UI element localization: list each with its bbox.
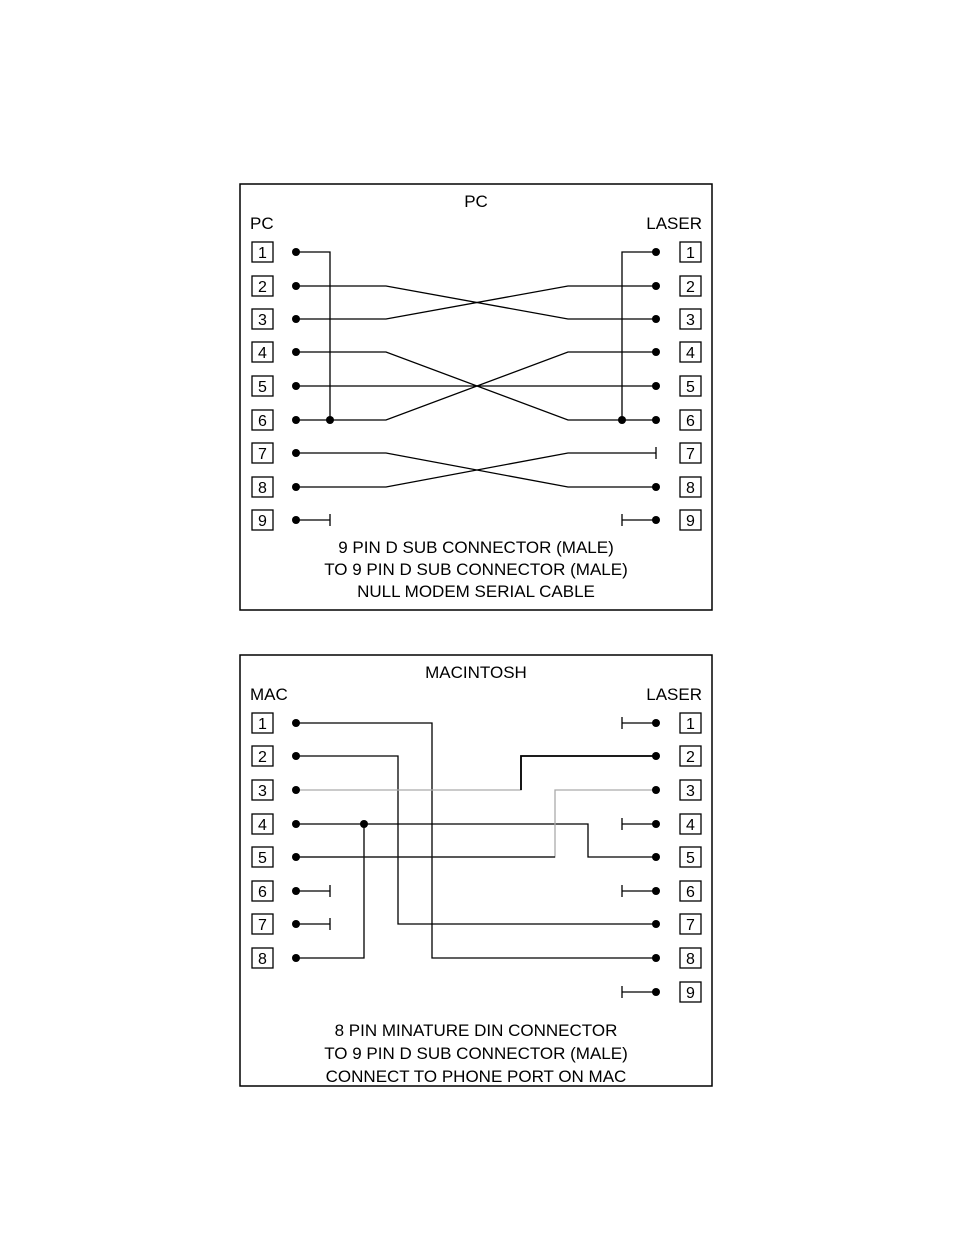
pc-left-pin-7: 7 [258,446,267,463]
mac-left-pin-1: 1 [258,716,267,733]
mac-left-pin-3: 3 [258,783,267,800]
mac-left-pin-6: 6 [258,884,267,901]
mac-diagram [240,655,712,1086]
pc-left-label: PC [250,214,274,233]
pc-diagram [240,184,712,610]
pc-left-pin-9: 9 [258,513,267,530]
mac-right-pin-9: 9 [686,985,695,1002]
mac-left-pin-2: 2 [258,749,267,766]
mac-left-pin-4: 4 [258,817,267,834]
pc-wires [296,252,656,526]
pc-caption-line-2: TO 9 PIN D SUB CONNECTOR (MALE) [324,560,628,579]
mac-caption-line-1: 8 PIN MINATURE DIN CONNECTOR [334,1021,618,1040]
mac-wire-3-to-2 [521,756,656,790]
pc-laser-wire-1-to-6 [622,252,656,420]
mac-caption-line-2: TO 9 PIN D SUB CONNECTOR (MALE) [324,1044,628,1063]
mac-wire-1-to-8 [296,723,656,958]
mac-wire-4-to-5 [296,824,656,857]
mac-right-pin-6: 6 [686,884,695,901]
mac-diagram-title: MACINTOSH [425,663,527,682]
pc-right-pin-7: 7 [686,446,695,463]
pc-wire-3-to-2 [296,286,656,319]
mac-left-pin-5: 5 [258,850,267,867]
mac-left-label: MAC [250,685,288,704]
pc-right-pin-8: 8 [686,480,695,497]
pc-left-pins [252,242,273,530]
mac-right-pin-1: 1 [686,716,695,733]
pc-left-pin-4: 4 [258,345,267,362]
pc-left-pin-6: 6 [258,413,267,430]
pc-right-pin-3: 3 [686,312,695,329]
mac-left-pin-8: 8 [258,951,267,968]
pc-right-pin-6: 6 [686,413,695,430]
mac-wires [296,717,656,998]
mac-right-pin-2: 2 [686,749,695,766]
mac-caption-line-3: CONNECT TO PHONE PORT ON MAC [325,1067,627,1086]
mac-right-pin-8: 8 [686,951,695,968]
pc-left-pin-5: 5 [258,379,267,396]
mac-right-pin-5: 5 [686,850,695,867]
pc-left-pin-3: 3 [258,312,267,329]
pc-right-pin-9: 9 [686,513,695,530]
pc-caption-line-3: NULL MODEM SERIAL CABLE [357,582,595,601]
pc-wire-1-to-6 [296,252,330,420]
pc-caption-line-1: 9 PIN D SUB CONNECTOR (MALE) [338,538,614,557]
pc-right-pin-5: 5 [686,379,695,396]
pc-left-pin-2: 2 [258,279,267,296]
mac-right-label: LASER [646,685,702,704]
pc-right-pin-1: 1 [686,245,695,262]
pc-right-pins [680,242,701,530]
pc-right-pin-2: 2 [686,279,695,296]
mac-wire-3-to-2-light [296,756,656,790]
mac-right-pin-7: 7 [686,917,695,934]
mac-right-pin-3: 3 [686,783,695,800]
pc-left-pin-8: 8 [258,480,267,497]
pc-wire-8-to-7 [296,453,656,487]
mac-right-pin-4: 4 [686,817,695,834]
mac-left-pin-7: 7 [258,917,267,934]
pc-diagram-title: PC [464,192,488,211]
mac-right-pins [680,713,701,1002]
pc-right-label: LASER [646,214,702,233]
mac-wire-2-to-7 [296,756,656,924]
pc-left-pin-1: 1 [258,245,267,262]
mac-left-pins [252,713,273,968]
pc-right-pin-4: 4 [686,345,695,362]
